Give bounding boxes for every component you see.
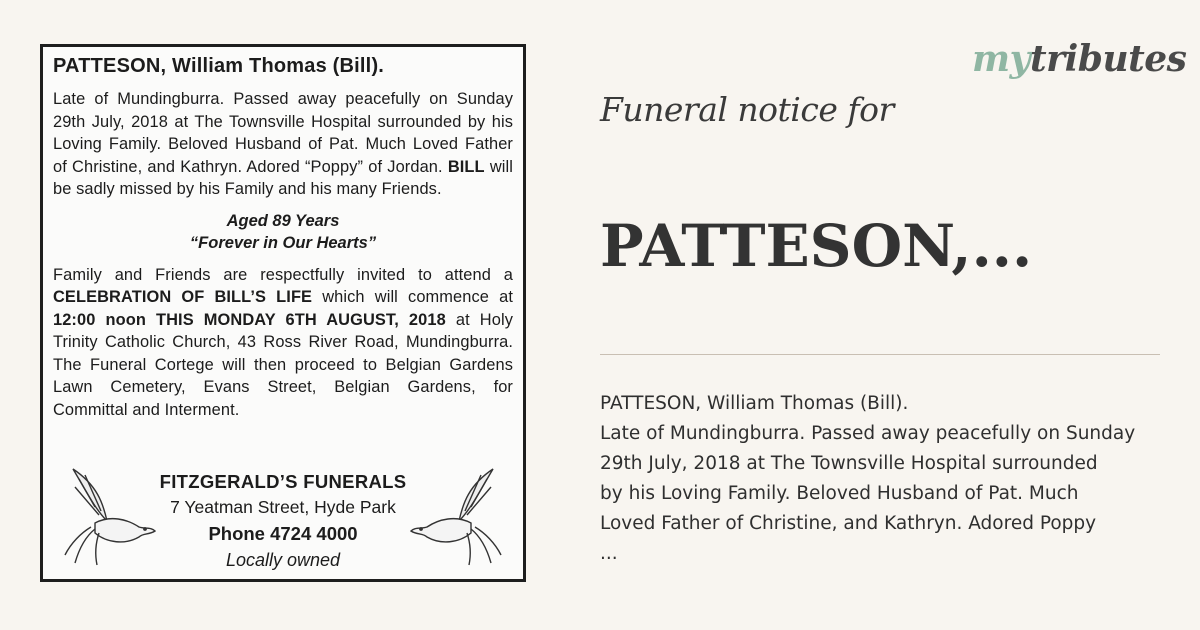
notice-paragraph-2 <box>53 264 513 422</box>
funeral-home-details <box>53 469 513 573</box>
excerpt-line: 29th July, 2018 at The Townsville Hospital surrounded <box>600 453 1098 474</box>
notice-bold-text: BILL <box>447 157 485 176</box>
notice-bold-text: 12:00 noon THIS MONDAY 6TH AUGUST, 2018 <box>53 310 446 329</box>
excerpt-line: Loved Father of Christine, and Kathryn. Adored Poppy <box>600 513 1097 534</box>
notice-center-block <box>53 210 513 255</box>
excerpt-line: Late of Mundingburra. Passed away peacefully on Sunday <box>600 423 1136 444</box>
mytributes-logo[interactable] <box>972 38 1186 80</box>
notice-bold-text: CELEBRATION OF BILL’S LIFE <box>53 288 313 306</box>
notice-age: Aged 89 Years <box>226 211 340 230</box>
notice-text: Late of Mundingburra. Passed away peacefully on Sunday 29th July, 2018 at The Townsville Hospital surrounded by his Loving Family. Beloved Husband of Pat. Much Loved Father of Christine, and Kathryn. Adored “Poppy” of Jordan. <box>53 90 513 176</box>
funeral-home-name: FITZGERALD’S FUNERALS <box>159 471 407 492</box>
notice-text: will be sadly missed by his Family and his many Friends. <box>53 157 513 198</box>
notice-motto: “Forever in Our Hearts” <box>189 234 377 252</box>
notice-title: PATTESON, William Thomas (Bill). <box>53 55 385 77</box>
excerpt-line: ... <box>600 543 618 564</box>
deceased-name: PATTESON,... <box>600 212 1033 280</box>
notice-paragraph-1 <box>53 88 513 201</box>
notice-text: Family and Friends are respectfully invited to attend a <box>53 265 513 284</box>
excerpt-line: by his Loving Family. Beloved Husband of Pat. Much <box>600 483 1079 504</box>
divider <box>600 354 1160 355</box>
notice-excerpt <box>600 389 1190 569</box>
funeral-notice-card <box>40 44 526 582</box>
notice-text: at Holy Trinity Catholic Church, 43 Ross River Road, Mundingburra. The Funeral Cortege will then proceed to Belgian Gardens Lawn Cemetery, Evans Street, Belgian Gardens, for Committal and Interment. <box>53 310 513 419</box>
excerpt-line: PATTESON, William Thomas (Bill). <box>600 393 909 414</box>
funeral-home-address: 7 Yeatman Street, Hyde Park <box>170 497 396 517</box>
logo-my: my <box>972 38 1031 80</box>
funeral-home-tagline: Locally owned <box>225 550 341 570</box>
funeral-home-block <box>53 457 513 575</box>
logo-tributes: tributes <box>1030 38 1187 80</box>
funeral-home-phone: Phone 4724 4000 <box>208 523 358 544</box>
page-subtitle: Funeral notice for <box>600 90 894 129</box>
notice-text: which will commence at <box>312 288 513 306</box>
